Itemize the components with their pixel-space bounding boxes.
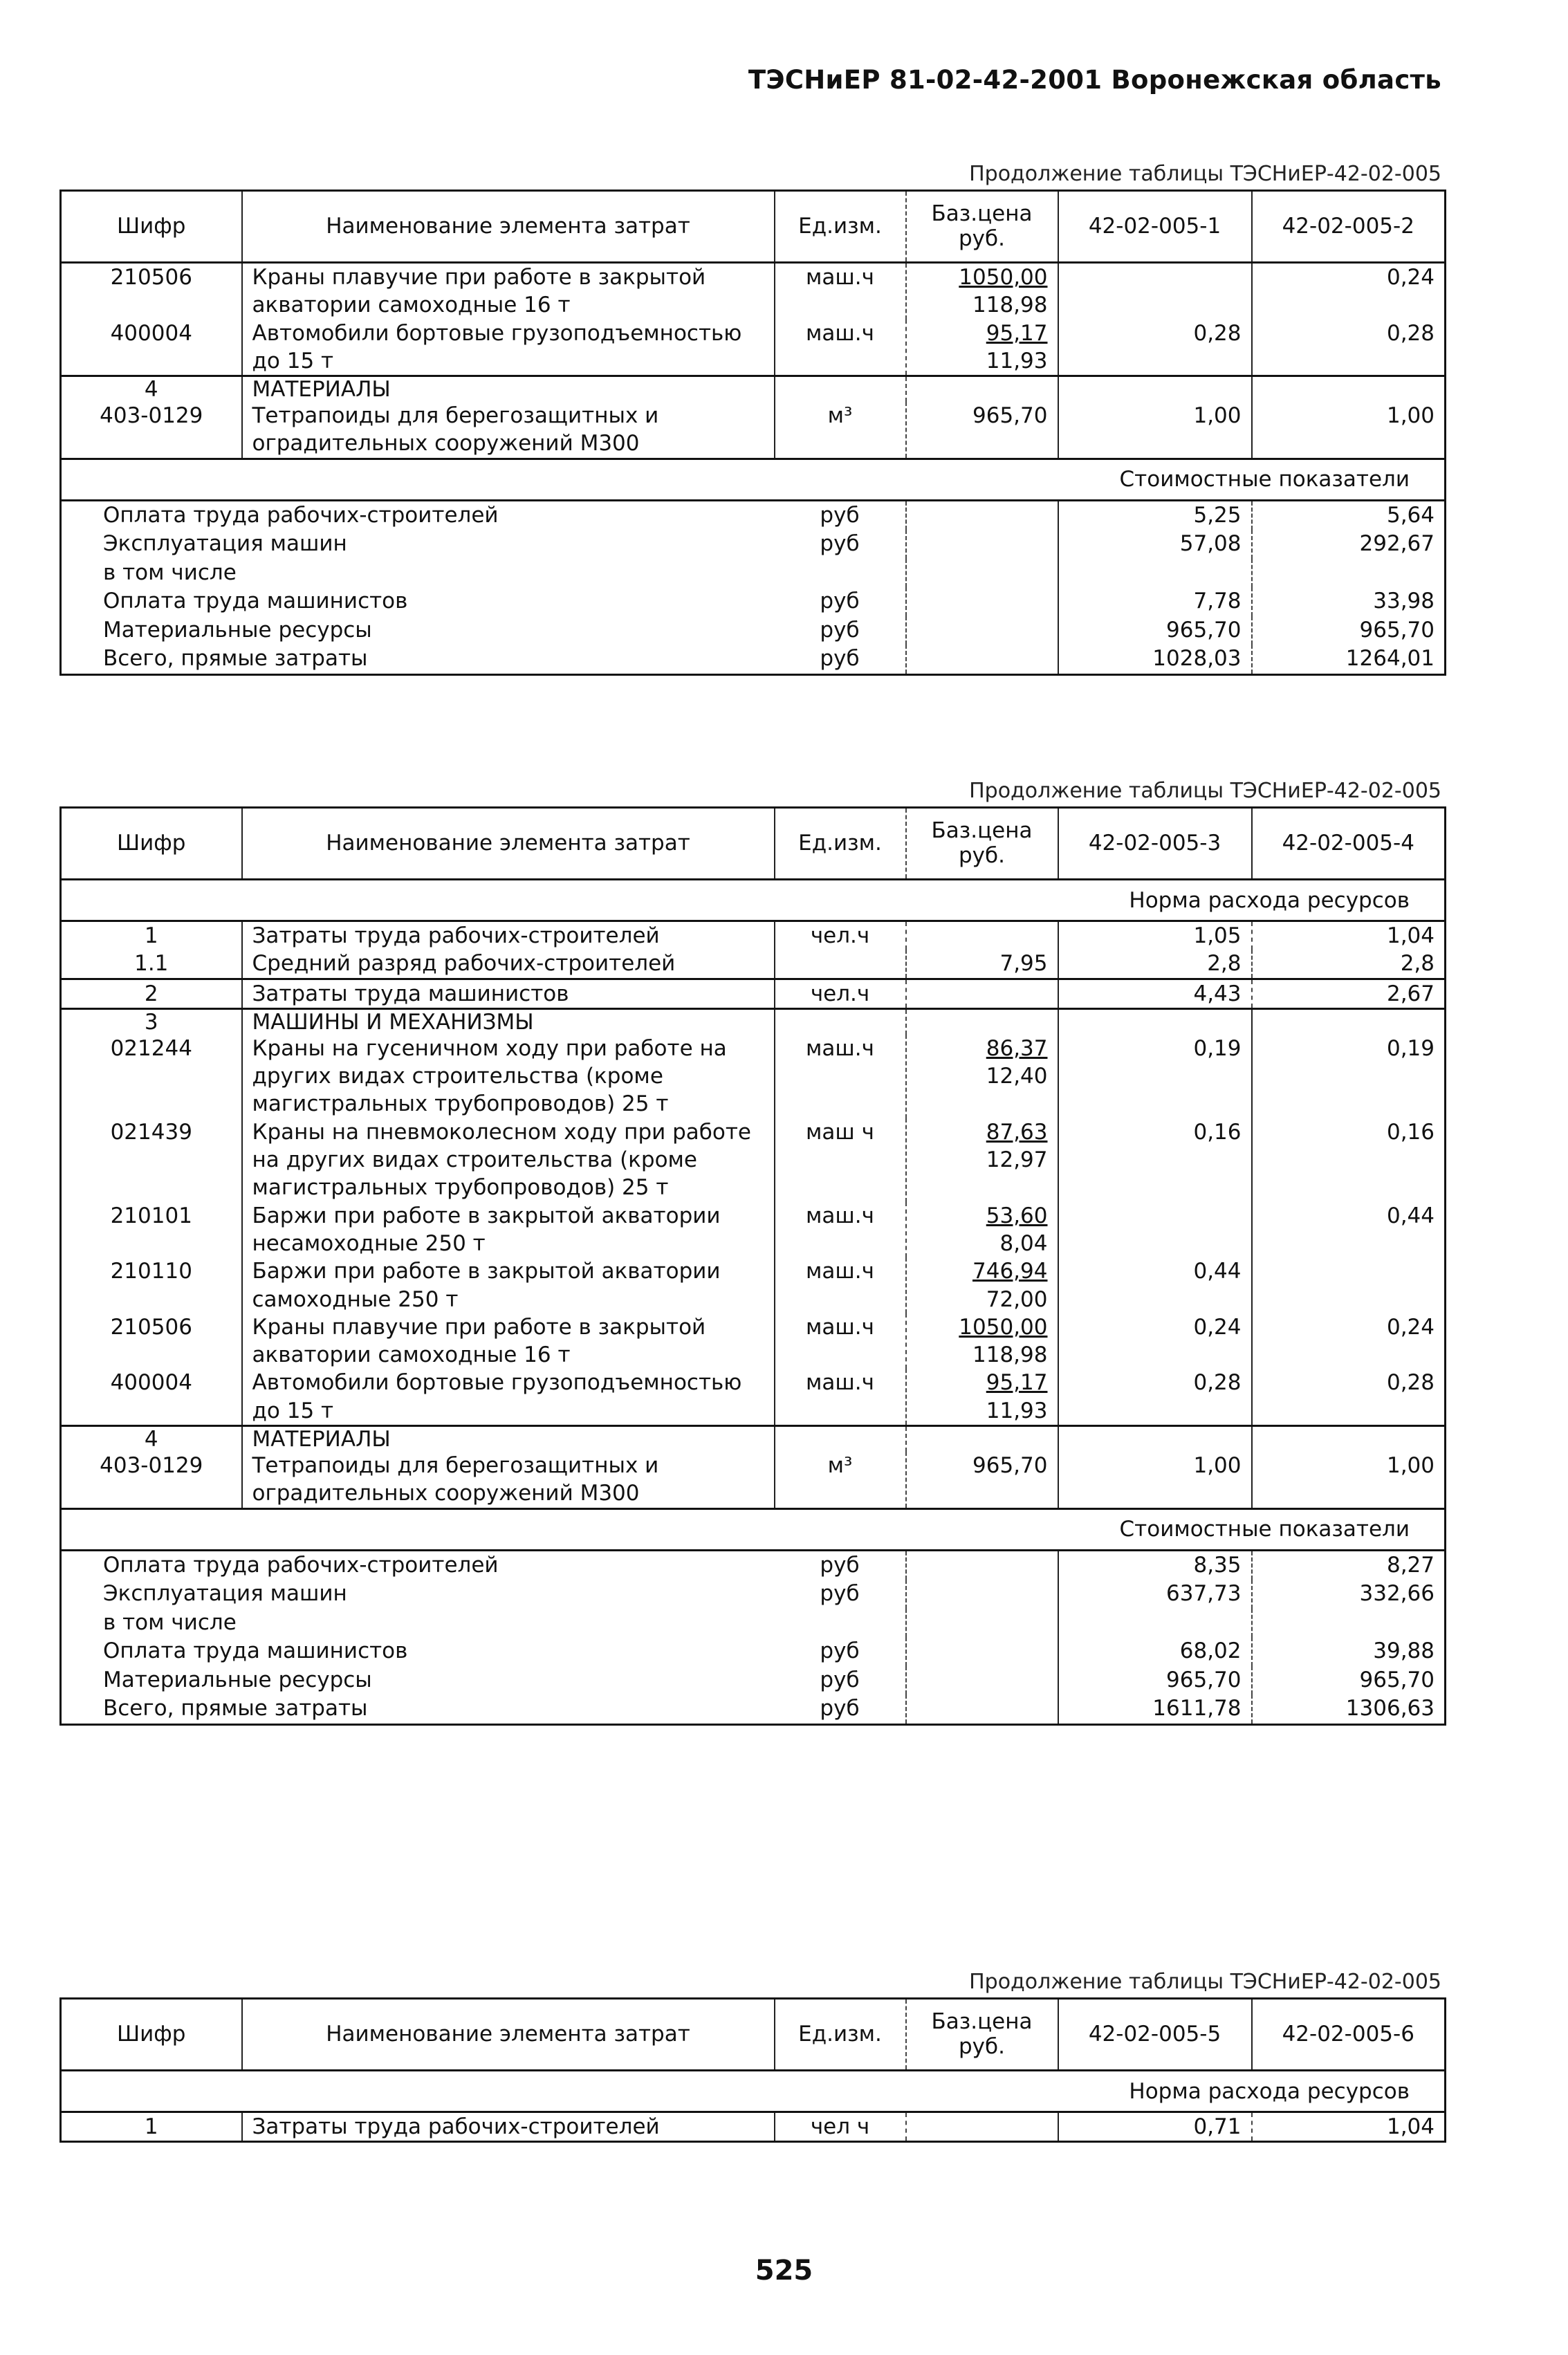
summary-label: в том числе (103, 1609, 237, 1635)
section-code: 4 (61, 1426, 242, 1452)
section-header-row (61, 376, 1446, 403)
price-wage: 72,00 (986, 1286, 1048, 1312)
resource-code: 2 (61, 979, 242, 1008)
rate-value-2: 1,00 (1386, 1453, 1435, 1479)
resource-code: 1 (61, 2112, 242, 2142)
price-wage: 11,93 (986, 348, 1048, 373)
summary-value-1: 8,35 (1058, 1550, 1252, 1580)
rate-value-2: 0,44 (1386, 1203, 1435, 1228)
summary-value-1: 965,70 (1058, 1666, 1252, 1695)
summary-unit: руб (775, 1637, 906, 1666)
cost-table-3 (59, 1997, 1444, 2143)
summary-block (61, 1550, 1446, 1724)
table-header-row (61, 808, 1446, 880)
rate-value-2: 0,28 (1386, 1370, 1435, 1396)
summary-value-2: 1264,01 (1345, 646, 1435, 672)
summary-row (61, 559, 1446, 588)
summary-value-1: 1028,03 (1058, 645, 1252, 674)
column-header-rate-1: 42-02-005-5 (1058, 1999, 1252, 2071)
rate-value-1: 0,16 (1058, 1118, 1252, 1202)
table-continuation-caption: Продолжение таблицы ТЭСНиЕР-42-02-005 (969, 1970, 1441, 1994)
cost-indicators-label: Стоимостные показатели (1119, 1517, 1410, 1542)
column-header-code: Шифр (61, 808, 242, 880)
resource-unit: чел.ч (775, 979, 906, 1008)
column-header-rate-2: 42-02-005-6 (1282, 2021, 1414, 2047)
summary-value-1: 7,78 (1058, 587, 1252, 616)
resource-code: 1 (61, 921, 242, 950)
resource-unit: маш.ч (775, 320, 906, 376)
rate-value-2: 1,00 (1386, 403, 1435, 429)
table-row (61, 1257, 1446, 1313)
table-continuation-caption: Продолжение таблицы ТЭСНиЕР-42-02-005 (969, 162, 1441, 186)
summary-label: Оплата труда машинистов (103, 589, 408, 614)
price-wage: 8,04 (999, 1230, 1048, 1256)
column-header-rate-2: 42-02-005-4 (1282, 830, 1414, 856)
column-header-unit: Ед.изм. (775, 191, 906, 263)
norms-label: Норма расхода ресурсов (1129, 2078, 1410, 2104)
resource-price (906, 1313, 1058, 1369)
table-continuation-caption: Продолжение таблицы ТЭСНиЕР-42-02-005 (969, 779, 1441, 803)
table-row (61, 921, 1446, 950)
summary-label: Материальные ресурсы (103, 1667, 372, 1692)
table-header-row (61, 1999, 1446, 2071)
summary-label: Всего, прямые затраты (103, 1696, 368, 1721)
summary-unit: руб (775, 1550, 906, 1580)
summary-unit: руб (775, 587, 906, 616)
cost-table-1 (59, 190, 1444, 676)
rate-value-2: 0,19 (1386, 1035, 1435, 1061)
price-wage: 11,93 (986, 1398, 1048, 1423)
column-header-code: Шифр (61, 1999, 242, 2071)
column-header-unit: Ед.изм. (775, 808, 906, 880)
summary-unit: руб (775, 1666, 906, 1695)
section-code: 3 (61, 1008, 242, 1035)
summary-row (61, 1580, 1446, 1609)
resource-unit: маш.ч (775, 263, 906, 320)
price-wage: 12,40 (986, 1064, 1048, 1089)
summary-value-2: 5,64 (1386, 502, 1435, 528)
resource-price: 7,95 (906, 950, 1058, 979)
summary-label: Материальные ресурсы (103, 617, 372, 643)
cost-indicators-label-row (61, 1508, 1446, 1550)
summary-label: Всего, прямые затраты (103, 646, 368, 672)
resource-code: 403-0129 (61, 402, 242, 459)
column-header-price: Баз.цена руб. (906, 191, 1058, 263)
resource-price: 965,70 (906, 402, 1058, 459)
resource-code: 210101 (61, 1202, 242, 1258)
column-header-price: Баз.цена руб. (906, 808, 1058, 880)
resource-price: 965,70 (906, 1452, 1058, 1508)
rate-value-2: 0,16 (1386, 1119, 1435, 1145)
price-wage: 118,98 (972, 293, 1048, 318)
resource-unit: чел.ч (775, 921, 906, 950)
summary-label: Эксплуатация машин (103, 531, 347, 557)
resource-unit: маш.ч (775, 1369, 906, 1425)
resource-code: 400004 (61, 320, 242, 376)
summary-value-1: 637,73 (1058, 1580, 1252, 1609)
summary-unit: руб (775, 1580, 906, 1609)
rate-value-1: 2,8 (1058, 950, 1252, 979)
summary-label: Оплата труда рабочих-строителей (103, 502, 499, 528)
table-row (61, 950, 1446, 979)
summary-unit: руб (775, 645, 906, 674)
table-row (61, 402, 1446, 459)
column-header-name: Наименование элемента затрат (242, 191, 775, 263)
resource-price (906, 1118, 1058, 1202)
page-header: ТЭСНиЕР 81-02-42-2001 Воронежская область (748, 65, 1441, 95)
rate-value-1: 0,24 (1058, 1313, 1252, 1369)
summary-unit: руб (775, 500, 906, 530)
summary-label: в том числе (103, 560, 237, 585)
rate-value-2: 0,24 (1386, 1314, 1435, 1340)
summary-unit: руб (775, 1694, 906, 1724)
section-header-row (61, 1426, 1446, 1452)
summary-unit (775, 559, 906, 588)
summary-value-2 (1252, 1609, 1446, 1638)
table-row (61, 979, 1446, 1008)
table-row (61, 263, 1446, 320)
column-header-rate-2: 42-02-005-2 (1282, 213, 1414, 239)
table-row (61, 1118, 1446, 1202)
price-base: 53,60 (986, 1203, 1048, 1228)
summary-block (61, 500, 1446, 674)
summary-value-2 (1252, 559, 1446, 588)
resource-unit: маш.ч (775, 1035, 906, 1118)
resource-unit: маш.ч (775, 1202, 906, 1258)
table-row (61, 2112, 1446, 2142)
rate-value-1 (1058, 263, 1252, 320)
rate-value-2: 0,28 (1386, 320, 1435, 346)
resource-price (906, 263, 1058, 320)
rate-value-2: 2,67 (1386, 981, 1435, 1006)
resource-name: Краны на пневмоколесном ходу при работе на других видах строительства (кроме магистральных трубопроводов) 25 т (242, 1118, 775, 1202)
resource-unit (775, 950, 906, 979)
rate-value-2: 0,24 (1386, 265, 1435, 290)
price-base: 1050,00 (959, 1314, 1048, 1340)
table-row (61, 1313, 1446, 1369)
resource-name: Баржи при работе в закрытой акватории несамоходные 250 т (242, 1202, 775, 1258)
resource-unit: маш.ч (775, 1257, 906, 1313)
rate-value-1: 1,05 (1058, 921, 1252, 950)
summary-row (61, 1609, 1446, 1638)
table-row (61, 1452, 1446, 1508)
rate-value-1: 1,00 (1058, 1452, 1252, 1508)
rate-value-1: 0,28 (1058, 320, 1252, 376)
resource-name: Затраты труда машинистов (242, 979, 775, 1008)
summary-value-2: 292,67 (1359, 531, 1435, 557)
rate-value-1: 4,43 (1058, 979, 1252, 1008)
summary-value-2: 332,66 (1359, 1581, 1435, 1607)
resource-code: 210110 (61, 1257, 242, 1313)
resource-name: Тетрапоиды для берегозащитных и оградительных сооружений М300 (242, 402, 775, 459)
table-grid (59, 806, 1446, 1726)
summary-row (61, 645, 1446, 674)
resource-price (906, 1257, 1058, 1313)
resource-unit: м³ (775, 402, 906, 459)
column-header-name: Наименование элемента затрат (242, 808, 775, 880)
resource-code: 021244 (61, 1035, 242, 1118)
resource-price (906, 1202, 1058, 1258)
column-header-rate-1: 42-02-005-1 (1058, 191, 1252, 263)
rate-value-1: 0,19 (1058, 1035, 1252, 1118)
summary-row (61, 1637, 1446, 1666)
resource-code: 021439 (61, 1118, 242, 1202)
summary-row (61, 616, 1446, 645)
section-code: 4 (61, 376, 242, 403)
norms-label-row (61, 2071, 1446, 2112)
table-row (61, 1202, 1446, 1258)
summary-row (61, 500, 1446, 530)
resource-name: Затраты труда рабочих-строителей (242, 921, 775, 950)
price-base: 95,17 (986, 1370, 1048, 1396)
column-header-price: Баз.цена руб. (906, 1999, 1058, 2071)
summary-value-1: 57,08 (1058, 530, 1252, 559)
table-header-row (61, 191, 1446, 263)
summary-value-2: 965,70 (1359, 1667, 1435, 1692)
summary-value-1: 5,25 (1058, 500, 1252, 530)
rate-value-2: 1,04 (1386, 2114, 1435, 2139)
section-header-row (61, 1008, 1446, 1035)
price-base: 86,37 (986, 1035, 1048, 1061)
resource-price (906, 320, 1058, 376)
summary-label: Оплата труда машинистов (103, 1638, 408, 1664)
table-grid (59, 1997, 1446, 2143)
rate-value-1: 0,71 (1058, 2112, 1252, 2142)
resource-name: Тетрапоиды для берегозащитных и оградительных сооружений М300 (242, 1452, 775, 1508)
resource-name: Затраты труда рабочих-строителей (242, 2112, 775, 2142)
summary-label: Оплата труда рабочих-строителей (103, 1552, 499, 1578)
resource-name: Краны на гусеничном ходу при работе на других видах строительства (кроме магистральных трубопроводов) 25 т (242, 1035, 775, 1118)
summary-value-2: 965,70 (1359, 617, 1435, 643)
rate-value-2 (1252, 1257, 1446, 1313)
resource-price (906, 1369, 1058, 1425)
summary-value-2: 8,27 (1386, 1552, 1435, 1578)
resource-unit: маш.ч (775, 1313, 906, 1369)
norms-label: Норма расхода ресурсов (1129, 887, 1410, 913)
page-number: 525 (755, 2255, 813, 2287)
resource-unit: чел ч (775, 2112, 906, 2142)
price-base: 87,63 (986, 1119, 1048, 1145)
table-row (61, 320, 1446, 376)
resource-price (906, 921, 1058, 950)
summary-value-1 (1058, 1609, 1252, 1638)
resource-code: 210506 (61, 1313, 242, 1369)
norms-label-row (61, 880, 1446, 921)
rate-value-1: 0,28 (1058, 1369, 1252, 1425)
column-header-rate-1: 42-02-005-3 (1058, 808, 1252, 880)
rate-value-2: 2,8 (1400, 951, 1435, 977)
price-base: 1050,00 (959, 265, 1048, 290)
summary-value-1: 965,70 (1058, 616, 1252, 645)
summary-value-2: 39,88 (1373, 1638, 1435, 1664)
price-base: 746,94 (972, 1259, 1048, 1284)
price-wage: 12,97 (986, 1147, 1048, 1173)
cost-table-2 (59, 806, 1444, 1726)
price-base: 95,17 (986, 320, 1048, 346)
summary-row (61, 1694, 1446, 1724)
rate-value-1 (1058, 1202, 1252, 1258)
summary-row (61, 530, 1446, 559)
price-wage: 118,98 (972, 1342, 1048, 1368)
resource-name: Автомобили бортовые грузоподъемностью до 15 т (242, 1369, 775, 1425)
summary-value-1 (1058, 559, 1252, 588)
column-header-code: Шифр (61, 191, 242, 263)
rate-value-2: 1,04 (1386, 923, 1435, 948)
resource-code: 210506 (61, 263, 242, 320)
cost-indicators-label: Стоимостные показатели (1119, 467, 1410, 492)
resource-unit: м³ (775, 1452, 906, 1508)
summary-value-1: 1611,78 (1058, 1694, 1252, 1724)
resource-name: Средний разряд рабочих-строителей (242, 950, 775, 979)
section-title: МАТЕРИАЛЫ (242, 376, 775, 403)
rate-value-1: 1,00 (1058, 402, 1252, 459)
resource-code: 403-0129 (61, 1452, 242, 1508)
rate-value-1: 0,44 (1058, 1257, 1252, 1313)
resource-name: Краны плавучие при работе в закрытой акватории самоходные 16 т (242, 263, 775, 320)
column-header-unit: Ед.изм. (775, 1999, 906, 2071)
column-header-name: Наименование элемента затрат (242, 1999, 775, 2071)
resource-price (906, 1035, 1058, 1118)
cost-indicators-label-row (61, 459, 1446, 500)
summary-label: Эксплуатация машин (103, 1581, 347, 1607)
summary-value-2: 33,98 (1373, 589, 1435, 614)
summary-row (61, 1666, 1446, 1695)
table-grid (59, 190, 1446, 676)
summary-row (61, 1550, 1446, 1580)
resource-name: Краны плавучие при работе в закрытой акватории самоходные 16 т (242, 1313, 775, 1369)
resource-name: Автомобили бортовые грузоподъемностью до 15 т (242, 320, 775, 376)
section-title: МАТЕРИАЛЫ (242, 1426, 775, 1452)
table-row (61, 1369, 1446, 1425)
summary-row (61, 587, 1446, 616)
resource-unit: маш ч (775, 1118, 906, 1202)
summary-unit: руб (775, 530, 906, 559)
resource-name: Баржи при работе в закрытой акватории самоходные 250 т (242, 1257, 775, 1313)
resource-code: 400004 (61, 1369, 242, 1425)
table-row (61, 1035, 1446, 1118)
section-title: МАШИНЫ И МЕХАНИЗМЫ (242, 1008, 775, 1035)
summary-value-1: 68,02 (1058, 1637, 1252, 1666)
summary-value-2: 1306,63 (1345, 1696, 1435, 1721)
resource-code: 1.1 (61, 950, 242, 979)
summary-unit: руб (775, 616, 906, 645)
summary-unit (775, 1609, 906, 1638)
